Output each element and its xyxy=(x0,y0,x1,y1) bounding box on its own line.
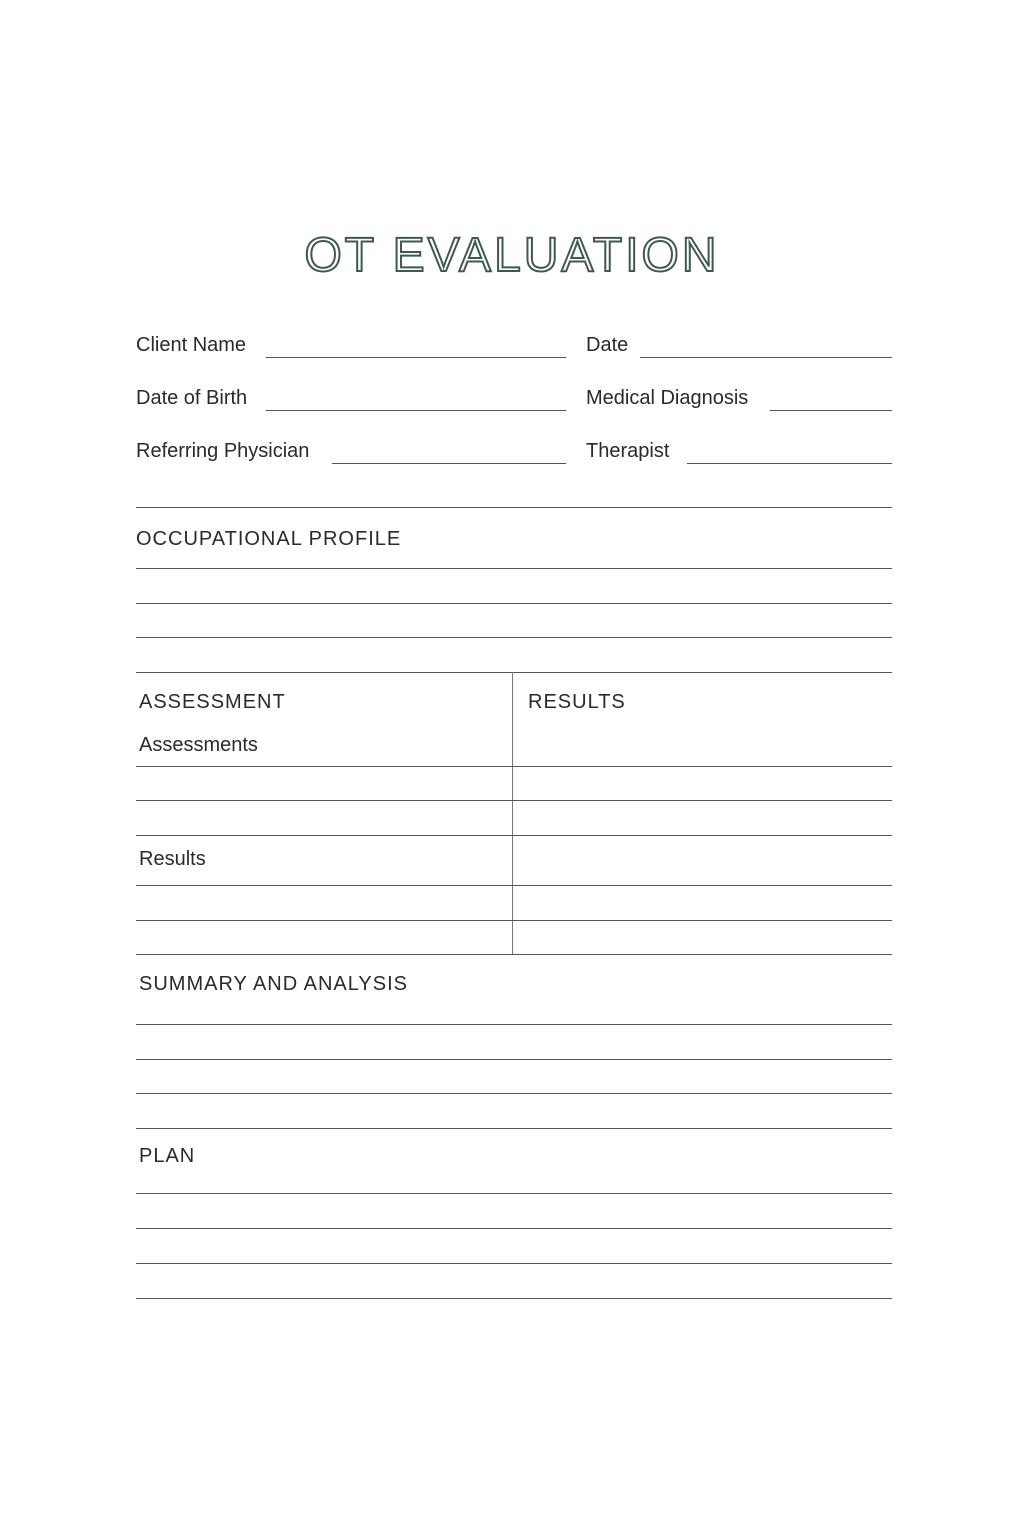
date-of-birth-field[interactable] xyxy=(266,410,566,411)
occupational-profile-line[interactable] xyxy=(136,603,892,604)
table-row-line[interactable] xyxy=(136,920,892,921)
assessment-heading: ASSESSMENT xyxy=(139,691,286,713)
results-subheading: Results xyxy=(139,848,206,870)
date-label: Date xyxy=(586,334,629,356)
referring-physician-field[interactable] xyxy=(332,463,566,464)
plan-line[interactable] xyxy=(136,1298,892,1299)
client-name-label: Client Name xyxy=(136,334,247,356)
assessment-table-bottom xyxy=(136,954,892,955)
therapist-field[interactable] xyxy=(687,463,892,464)
page-title: OT EVALUATION xyxy=(304,229,720,282)
table-row-line[interactable] xyxy=(136,835,892,836)
occupational-profile-line[interactable] xyxy=(136,568,892,569)
summary-line[interactable] xyxy=(136,1093,892,1094)
plan-line[interactable] xyxy=(136,1263,892,1264)
therapist-label: Therapist xyxy=(586,440,670,462)
medical-diagnosis-label: Medical Diagnosis xyxy=(586,387,749,409)
results-heading: RESULTS xyxy=(528,691,626,713)
occupational-profile-heading: OCCUPATIONAL PROFILE xyxy=(136,528,402,550)
assessments-subheading: Assessments xyxy=(139,734,258,756)
assessment-table-divider xyxy=(512,672,513,954)
divider xyxy=(136,507,892,508)
date-field[interactable] xyxy=(640,357,892,358)
plan-line[interactable] xyxy=(136,1193,892,1194)
occupational-profile-line[interactable] xyxy=(136,637,892,638)
client-name-field[interactable] xyxy=(266,357,566,358)
medical-diagnosis-field[interactable] xyxy=(770,410,892,411)
summary-heading: SUMMARY AND ANALYSIS xyxy=(139,973,408,995)
plan-heading: PLAN xyxy=(139,1145,196,1167)
table-row-line[interactable] xyxy=(136,800,892,801)
table-row-line[interactable] xyxy=(136,885,892,886)
summary-line[interactable] xyxy=(136,1059,892,1060)
summary-line[interactable] xyxy=(136,1128,892,1129)
plan-line[interactable] xyxy=(136,1228,892,1229)
summary-line[interactable] xyxy=(136,1024,892,1025)
table-row-line[interactable] xyxy=(136,766,892,767)
referring-physician-label: Referring Physician xyxy=(136,440,310,462)
date-of-birth-label: Date of Birth xyxy=(136,387,248,409)
assessment-table-top xyxy=(136,672,892,673)
